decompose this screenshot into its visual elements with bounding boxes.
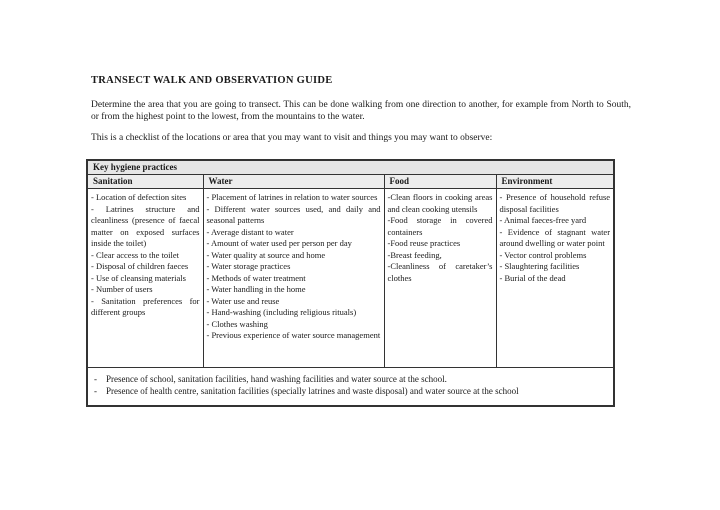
environment-checklist-item: - Animal faeces-free yard [499, 215, 587, 225]
column-header-food: Food [384, 175, 496, 189]
sanitation-checklist-item: - Use of cleansing materials [91, 272, 186, 283]
water-checklist-item: - Methods of water treatment [206, 272, 306, 283]
key-hygiene-practices-table [86, 159, 615, 407]
water-checklist-item: - Water handling in the home [206, 284, 306, 294]
column-header-sanitation: Sanitation [87, 175, 203, 189]
food-checklist-item: -Clean floors in cooking areas and clean cooking utensils [387, 192, 493, 214]
water-checklist-item: - Average distant to water [206, 226, 294, 237]
food-checklist-item: -Food storage in covered containers [387, 215, 493, 237]
water-checklist-item: - Water storage practices [206, 261, 291, 271]
food-checklist-item: -Cleanliness of caretaker’s clothes [387, 261, 493, 283]
sanitation-checklist-item: - Number of users [91, 284, 153, 294]
water-checklist-cell [203, 189, 384, 368]
footer-note [94, 374, 608, 386]
page-title: TRANSECT WALK AND OBSERVATION GUIDE [91, 75, 333, 86]
food-checklist-item: -Food reuse practices [387, 238, 461, 248]
water-checklist-item: - Previous experience of water source management [206, 330, 381, 340]
sanitation-checklist-item: - Clear access to the toilet [91, 249, 180, 260]
water-checklist-item: - Water use and reuse [206, 295, 280, 306]
note-dash-marker: - [94, 374, 97, 384]
water-checklist-item: - Clothes washing [206, 318, 268, 329]
environment-checklist-item: - Burial of the dead [499, 272, 566, 283]
water-checklist-item: - Hand-washing (including religious rituals) [206, 307, 357, 317]
food-checklist-cell [384, 189, 496, 368]
footer-note [94, 386, 608, 398]
sanitation-checklist-item: - Disposal of children faeces [91, 261, 189, 271]
table-caption-row [87, 160, 614, 175]
table-footer-row [87, 368, 614, 407]
sanitation-checklist-item: - Location of defection sites [91, 192, 187, 202]
environment-checklist-item: - Evidence of stagnant water around dwelling or water point [499, 226, 611, 248]
checklist-intro-paragraph: This is a checklist of the locations or area that you may want to visit and things you may want to observe: [91, 133, 493, 143]
water-checklist-item: - Different water sources used, and daily and seasonal patterns [206, 203, 381, 225]
intro-paragraph: Determine the area that you are going to transect. This can be done walking from one direction to another, for example from North to South, or from the highest point to the lowest, from the mountains to the water. [91, 100, 631, 122]
note-text: Presence of health centre, sanitation facilities (specially latrines and waste disposal) and water source at the school [106, 385, 519, 396]
column-header-water: Water [203, 175, 384, 189]
school-health-notes-cell [87, 368, 614, 407]
sanitation-checklist-item: - Sanitation preferences for different groups [91, 295, 200, 317]
environment-checklist-item: - Vector control problems [499, 249, 587, 260]
water-checklist-item: - Placement of latrines in relation to water sources [206, 192, 378, 202]
water-checklist-item: - Amount of water used per person per day [206, 238, 352, 248]
water-checklist-item: - Water quality at source and home [206, 249, 326, 260]
environment-checklist-item: - Slaughtering facilities [499, 261, 580, 271]
table-body-row [87, 189, 614, 368]
environment-checklist-cell [496, 189, 614, 368]
sanitation-checklist-item: - Latrines structure and cleanliness (presence of faecal matter on exposed surfaces inside the toilet) [91, 203, 200, 248]
column-header-environment: Environment [496, 175, 614, 189]
table-header-row [87, 175, 614, 189]
table-caption: Key hygiene practices [87, 160, 614, 175]
environment-checklist-item: - Presence of household refuse disposal facilities [499, 192, 611, 214]
food-checklist-item: -Breast feeding, [387, 249, 442, 260]
note-dash-marker: - [94, 385, 97, 396]
note-text: Presence of school, sanitation facilities, hand washing facilities and water source at the school. [106, 374, 447, 384]
sanitation-checklist-cell [87, 189, 203, 368]
